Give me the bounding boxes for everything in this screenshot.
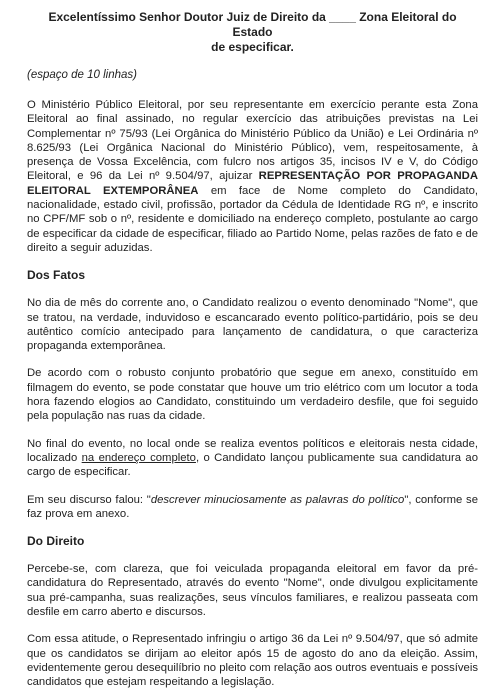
facts-paragraph-3: [27, 437, 478, 480]
speech-quote: descrever minuciosamente as palavras do político: [150, 493, 405, 506]
facts-heading: Dos Fatos: [27, 268, 86, 283]
law-heading: Do Direito: [27, 534, 85, 549]
law-paragraph-1: Percebe-se, com clareza, que foi veiculada propaganda eleitoral em favor da pré-candidatura do Representado, através do evento "Nome", onde divulgou explicitamente sua pré-campanha, suas realizações, seus vínculos familiares, e realizou passeata com desfile em carro aberto e discursos.: [27, 563, 478, 619]
intro-text-1: O Ministério Público Eleitoral, por seu representante em exercício perante esta Zona Eleitoral ao final assinado, no regular exercício das atribuições previstas na Lei Complementar nº 75/93 (Lei Orgânica do Ministério Público da União) e Lei Ordinária nº 8.625/93 (Lei Orgânica Nacional do Ministério Público), vem, respeitosamente, à presença de Vossa Excelência, com fulcro nos artigos 35, incisos IV e V, do Código Eleitoral, e 96 da Lei nº 9.504/97, ajuizar: [27, 99, 478, 183]
intro-paragraph: [27, 98, 478, 255]
facts-p3-text-2: , o Candidato lançou publicamente sua candidatura ao cargo de especificar.: [27, 451, 478, 479]
title-line-1: Excelentíssimo Senhor Doutor Juiz de Direito da ____ Zona Eleitoral do Estado: [48, 10, 457, 39]
facts-p4-text-1: Em seu discurso falou: ": [27, 493, 151, 506]
facts-paragraph-1: No dia de mês do corrente ano, o Candidato realizou o evento denominado "Nome", que se tratou, na verdade, induvidoso e escancarado evento político-partidário, pois se deu autêntico comício antecipado para lançamento de candidatura, o que caracteriza propaganda extemporânea.: [27, 297, 478, 353]
spacing-note: (espaço de 10 linhas): [27, 69, 137, 81]
facts-p4-text-2: ", conforme se faz prova em anexo.: [27, 493, 478, 520]
intro-text-2: em face de Nome completo do Candidato, nacionalidade, estado civil, profissão, portador da Cédula de Identidade RG nº, e inscrito no CPF/MF sob o nº, residente e domiciliado na endereço completo, postulante ao cargo de especificar da cidade de especificar, filiado ao Partido Nome, pelas razões de fato e de direito a seguir aduzidas.: [27, 184, 479, 254]
intro-emphasis: REPRESENTAÇÃO POR PROPAGANDA ELEITORAL EXTEMPORÂNEA: [27, 170, 478, 197]
facts-paragraph-4: [27, 493, 478, 522]
document-title: [27, 10, 478, 55]
facts-paragraph-2: De acordo com o robusto conjunto probatório que segue em anexo, constituído em filmagem do evento, se pode constatar que houve um trio elétrico com um locutor a toda hora fazendo elogios ao Candidato, constituindo um verdadeiro desfile, que foi seguido pela população nas ruas da cidade.: [27, 367, 478, 423]
address-link[interactable]: na endereço completo: [81, 451, 196, 464]
title-line-2: de especificar.: [211, 40, 294, 54]
law-paragraph-2: Com essa atitude, o Representado infringiu o artigo 36 da Lei nº 9.504/97, que só admite que os candidatos se dirijam ao eleitor após 15 de agosto do ano da eleição. Assim, evidentemente gerou desequilíbrio no pleito com relação aos outros eventuais e possíveis candidatos que estejam respeitando a legislação.: [27, 633, 478, 689]
facts-p3-text-1: No final do evento, no local onde se realiza eventos políticos e eleitorais nesta cidade, localizado: [27, 437, 478, 464]
